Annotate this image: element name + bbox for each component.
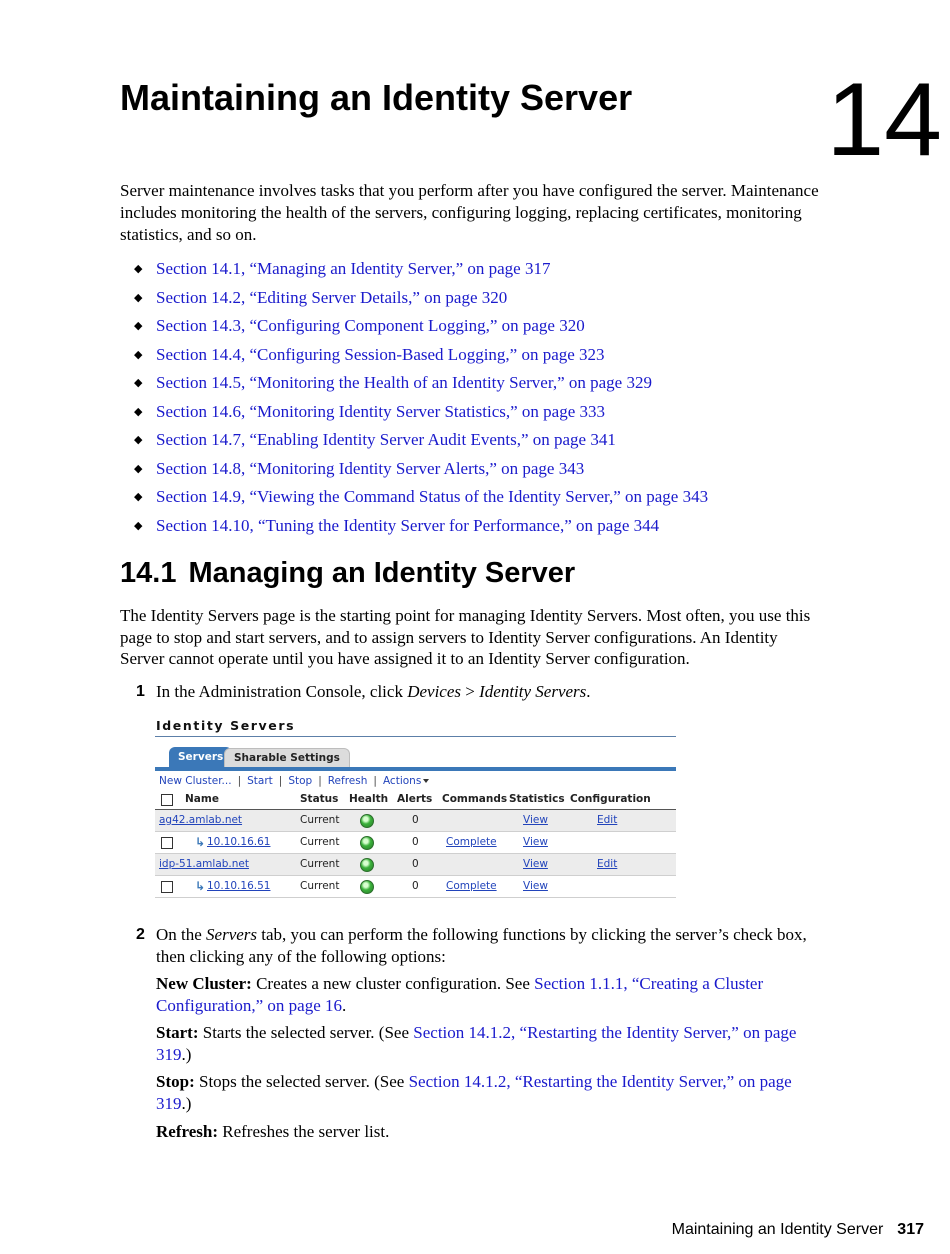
server-name-link[interactable]: idp-51.amlab.net (159, 858, 249, 870)
step-text-end: . (586, 682, 591, 701)
section-list (134, 258, 708, 543)
cross-reference-link[interactable]: Section 14.1.2, “Restarting the Identity Server,” on page 319 (156, 1023, 797, 1064)
statistics-view-link[interactable]: View (523, 858, 548, 870)
tab-sharable-settings[interactable]: Sharable Settings (224, 748, 350, 768)
section-paragraph: The Identity Servers page is the starting point for managing Identity Servers. Most often, you use this page to stop and start servers, and to assign servers to Identity Server configurations. An Identity Server cannot operate until you have assigned it to an Identity Server configuration. (120, 606, 811, 668)
new-cluster-button[interactable]: New Cluster... (159, 775, 232, 787)
menu-path-identity-servers: Identity Servers (479, 682, 587, 701)
option-start (156, 1022, 822, 1065)
column-configuration: Configuration (570, 793, 651, 805)
toc-link-14-1[interactable]: Section 14.1, “Managing an Identity Server,” on page 317 (156, 259, 551, 278)
option-text: Stops the selected server. (See (194, 1072, 409, 1091)
bullet-icon: ◆ (134, 519, 143, 532)
bullet-icon: ◆ (134, 377, 143, 389)
refresh-button[interactable]: Refresh (327, 775, 368, 787)
alerts-count: 0 (412, 858, 419, 870)
option-label: Refresh: (156, 1122, 218, 1141)
configuration-edit-link[interactable]: Edit (597, 814, 618, 826)
step-number: 1 (136, 683, 145, 700)
divider (155, 736, 676, 737)
toc-link-14-9[interactable]: Section 14.9, “Viewing the Command Status of the Identity Server,” on page 343 (156, 487, 709, 506)
page-number: 317 (897, 1221, 924, 1238)
health-ok-icon (360, 836, 374, 850)
option-tail: .) (181, 1044, 192, 1064)
section-number: 14.1 (120, 557, 177, 589)
child-arrow-icon: ↳ (195, 835, 206, 849)
option-label: Stop: (156, 1072, 195, 1091)
list-item (134, 372, 708, 401)
section-title: Managing an Identity Server (188, 557, 576, 589)
option-label: New Cluster: (156, 974, 252, 993)
option-tail: .) (181, 1093, 192, 1113)
option-new-cluster (156, 973, 822, 1016)
menu-path-devices: Devices (407, 682, 462, 701)
server-name-link[interactable]: 10.10.16.61 (207, 836, 271, 848)
list-item (134, 429, 708, 458)
option-tail: . (342, 995, 347, 1015)
toc-link-14-2[interactable]: Section 14.2, “Editing Server Details,” on page 320 (156, 287, 508, 307)
table-row (155, 810, 676, 832)
health-ok-icon (360, 814, 374, 828)
configuration-edit-link[interactable]: Edit (597, 858, 618, 870)
toc-link-14-3[interactable]: Section 14.3, “Configuring Component Logging,” on page 320 (156, 316, 585, 335)
alerts-count: 0 (412, 836, 419, 848)
cross-reference-link[interactable]: Section 1.1.1, “Creating a Cluster Configuration,” on page 16 (156, 974, 764, 1015)
page-footer (672, 1221, 924, 1239)
table-row (155, 832, 676, 854)
server-name-link[interactable]: ag42.amlab.net (159, 814, 243, 826)
bullet-icon: ◆ (134, 434, 143, 446)
list-item (134, 515, 708, 544)
step-text: On the (156, 925, 207, 944)
table-row (155, 876, 676, 898)
toc-link-14-7[interactable]: Section 14.7, “Enabling Identity Server Audit Events,” on page 341 (156, 430, 616, 449)
option-label: Start: (156, 1023, 199, 1042)
column-name: Name (185, 793, 219, 805)
list-item (134, 315, 708, 344)
path-separator: > (461, 682, 480, 701)
toc-link-14-6[interactable]: Section 14.6, “Monitoring Identity Server Statistics,” on page 333 (156, 401, 606, 421)
cross-reference-link[interactable]: Section 14.1.2, “Restarting the Identity Server,” on page 319 (156, 1072, 792, 1113)
bullet-icon: ◆ (134, 462, 143, 475)
chapter-number: 14 (826, 62, 942, 178)
toolbar: New Cluster... | Start | Stop | Refresh | Actions (159, 775, 429, 787)
step-2 (136, 924, 822, 967)
list-item (134, 258, 708, 287)
row-checkbox[interactable] (161, 881, 173, 893)
actions-menu[interactable]: Actions (382, 775, 422, 787)
chevron-down-icon (423, 779, 429, 783)
bullet-icon: ◆ (134, 491, 143, 503)
column-commands: Commands (442, 793, 508, 805)
row-checkbox[interactable] (161, 837, 173, 849)
option-stop (156, 1071, 822, 1114)
bullet-icon: ◆ (134, 405, 143, 418)
statistics-view-link[interactable]: View (523, 880, 548, 892)
status-value: Current (300, 880, 340, 892)
toc-link-14-5[interactable]: Section 14.5, “Monitoring the Health of an Identity Server,” on page 329 (156, 373, 652, 392)
tab-servers[interactable]: Servers (169, 747, 232, 767)
intro-paragraph: Server maintenance involves tasks that you perform after you have configured the server. Maintenance includes monitoring the health of the servers, configuring logging, replacing certificates, monitoring statistics, and so on. (120, 181, 819, 244)
status-value: Current (300, 814, 340, 826)
bullet-icon: ◆ (134, 320, 143, 332)
list-item (134, 458, 708, 487)
commands-complete-link[interactable]: Complete (446, 880, 497, 892)
start-button[interactable]: Start (247, 775, 273, 787)
list-item (134, 344, 708, 373)
list-item (134, 401, 708, 430)
stop-button[interactable]: Stop (288, 775, 313, 787)
column-health: Health (349, 793, 389, 805)
chapter-title: Maintaining an Identity Server (120, 77, 633, 118)
panel-title: Identity Servers (156, 718, 296, 733)
health-ok-icon (360, 858, 374, 872)
statistics-view-link[interactable]: View (523, 814, 548, 826)
status-value: Current (300, 836, 340, 848)
health-ok-icon (360, 880, 374, 894)
column-alerts: Alerts (397, 793, 433, 805)
toc-link-14-10[interactable]: Section 14.10, “Tuning the Identity Server for Performance,” on page 344 (156, 515, 660, 535)
table-row (155, 854, 676, 876)
bullet-icon: ◆ (134, 291, 143, 304)
step-text: In the Administration Console, click (156, 682, 408, 701)
bullet-icon: ◆ (134, 348, 143, 361)
select-all-checkbox[interactable] (161, 794, 173, 806)
toc-link-14-4[interactable]: Section 14.4, “Configuring Session-Based Logging,” on page 323 (156, 344, 605, 364)
list-item (134, 287, 708, 316)
identity-servers-screenshot (155, 718, 677, 900)
server-name-link[interactable]: 10.10.16.51 (207, 880, 271, 892)
toc-link-14-8[interactable]: Section 14.8, “Monitoring Identity Server Alerts,” on page 343 (156, 458, 585, 478)
option-text: Refreshes the server list. (218, 1122, 390, 1141)
step-1 (136, 681, 816, 703)
bullet-icon: ◆ (134, 263, 143, 275)
option-refresh (156, 1121, 822, 1143)
status-value: Current (300, 858, 340, 870)
step-number: 2 (136, 926, 145, 943)
servers-tab-ref: Servers (206, 925, 258, 944)
step-text-end: tab, you can perform the following functions by clicking the server’s check box, then clicking any of the following options: (156, 925, 807, 966)
option-text: Starts the selected server. (See (198, 1023, 414, 1042)
column-status: Status (300, 793, 339, 805)
table-header (155, 791, 676, 811)
alerts-count: 0 (412, 814, 419, 826)
list-item (134, 486, 708, 515)
option-text: Creates a new cluster configuration. See (251, 974, 535, 993)
alerts-count: 0 (412, 880, 419, 892)
tab-bar (155, 767, 676, 771)
child-arrow-icon: ↳ (195, 879, 206, 893)
commands-complete-link[interactable]: Complete (446, 836, 497, 848)
column-statistics: Statistics (509, 793, 565, 805)
section-heading (120, 556, 575, 591)
footer-title: Maintaining an Identity Server (671, 1221, 884, 1238)
statistics-view-link[interactable]: View (523, 836, 548, 848)
